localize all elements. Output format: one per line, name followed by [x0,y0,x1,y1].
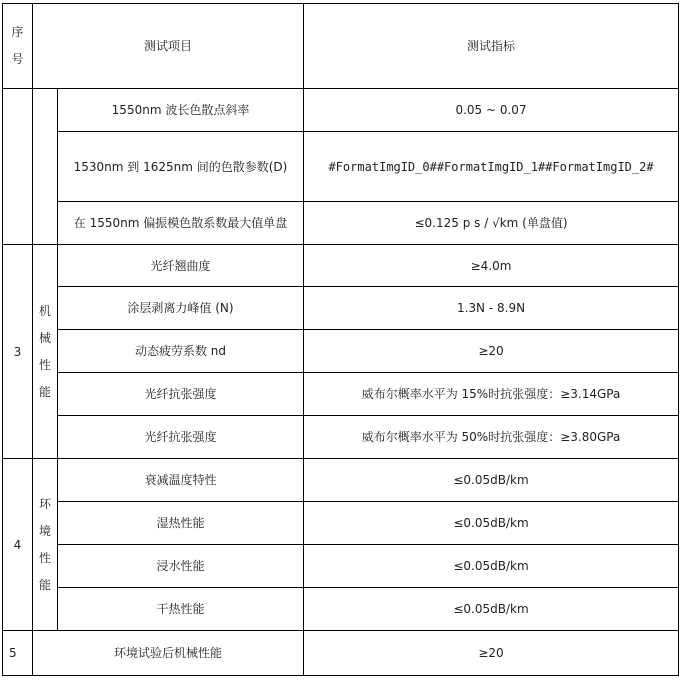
row-item: 光纤翘曲度 [58,245,304,287]
row-spec: ≥4.0m [304,245,679,287]
table-row [3,502,679,545]
row-item: 光纤抗张强度 [58,373,304,416]
table-row [3,459,679,502]
row-spec: ≤0.125 p s / √km (单盘值) [304,202,679,245]
group3-index: 3 [3,245,33,459]
row-item: 衰减温度特性 [58,459,304,502]
row-item: 环境试验后机械性能 [33,631,304,676]
row-spec: 1.3N - 8.9N [304,287,679,330]
header-item: 测试项目 [33,4,304,89]
header-seq-char: 序 [11,25,24,39]
group4-index: 4 [3,459,33,631]
group4-label-char: 境 [38,523,51,538]
row-spec: 威布尔概率水平为 15%时抗张强度：≥3.14GPa [304,373,679,416]
header-row [3,4,679,89]
group-top-index [3,89,33,245]
group4-label [33,459,58,631]
row-item: 动态疲劳系数 nd [58,330,304,373]
header-seq-char: 号 [11,52,24,66]
group3-label-char: 机 [38,303,51,318]
row-item: 光纤抗张强度 [58,416,304,459]
table-row [3,330,679,373]
table-row [3,416,679,459]
table-row [3,245,679,287]
group3-label-char: 械 [38,330,51,345]
row-spec: ≤0.05dB/km [304,588,679,631]
table-row [3,132,679,202]
header-seq [3,4,33,89]
table-row [3,202,679,245]
table-row [3,89,679,132]
row-spec: #FormatImgID_0##FormatImgID_1##FormatImgID_2# [304,132,679,202]
row-spec: ≥20 [304,631,679,676]
table-row [3,588,679,631]
row-spec: 威布尔概率水平为 50%时抗张强度：≥3.80GPa [304,416,679,459]
group4-label-char: 性 [38,550,51,565]
header-spec: 测试指标 [304,4,679,89]
group4-label-char: 能 [38,577,51,592]
table-row [3,287,679,330]
group4-label-char: 环 [38,496,51,511]
group3-label-char: 性 [38,357,51,372]
row-spec: 0.05 ~ 0.07 [304,89,679,132]
group-top-label [33,89,58,245]
row-spec: ≥20 [304,330,679,373]
row-item: 在 1550nm 偏振模色散系数最大值单盘 [58,202,304,245]
row-item: 1530nm 到 1625nm 间的色散参数(D) [58,132,304,202]
spec-table [2,3,679,676]
row-spec: ≤0.05dB/km [304,545,679,588]
row-item: 浸水性能 [58,545,304,588]
row5-index: 5 [3,631,33,676]
row-item: 涂层剥离力峰值 (N) [58,287,304,330]
group3-label-char: 能 [38,384,51,399]
row-spec: ≤0.05dB/km [304,502,679,545]
row-spec: ≤0.05dB/km [304,459,679,502]
table-row [3,631,679,676]
table-row [3,373,679,416]
row-item: 干热性能 [58,588,304,631]
group3-label [33,245,58,459]
row-item: 1550nm 波长色散点斜率 [58,89,304,132]
row-item: 湿热性能 [58,502,304,545]
table-row [3,545,679,588]
